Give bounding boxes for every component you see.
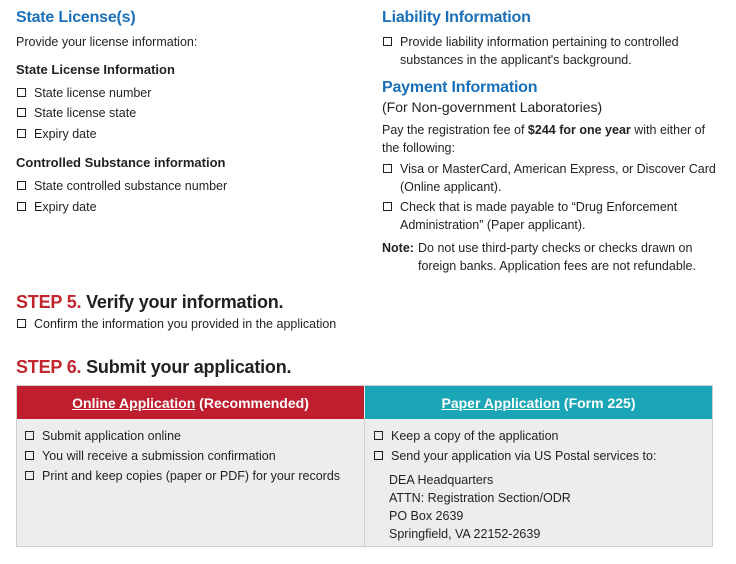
address-line: PO Box 2639 [389, 509, 464, 523]
mailing-address [389, 471, 571, 543]
checkbox-item[interactable] [24, 467, 340, 485]
checkbox-label: Expiry date [34, 127, 97, 141]
payment-title: Payment Information [382, 79, 538, 96]
fee-text: Pay the registration fee of $244 for one year with either of the following: [382, 123, 706, 155]
checkbox-label: You will receive a submission confirmation [42, 449, 276, 463]
checkbox-item[interactable] [16, 125, 97, 143]
controlled-substance-heading: Controlled Substance information [16, 155, 226, 170]
checkbox-icon[interactable] [383, 202, 392, 211]
address-line: ATTN: Registration Section/ODR [389, 491, 571, 505]
checkbox-item[interactable] [382, 198, 677, 234]
checkbox-icon[interactable] [374, 431, 383, 440]
checkbox-item[interactable] [16, 104, 136, 122]
liability-title: Liability Information [382, 9, 531, 26]
checkbox-icon[interactable] [17, 202, 26, 211]
checkbox-icon[interactable] [17, 319, 26, 328]
checkbox-item[interactable] [373, 447, 656, 465]
online-application-header: Online Application (Recommended) [17, 386, 364, 419]
checkbox-label: Visa or MasterCard, American Express, or Discover Card (Online applicant). [400, 162, 716, 194]
paper-application-header: Paper Application (Form 225) [365, 386, 712, 419]
note-label: Note: [382, 241, 414, 255]
note-text: Do not use third-party checks or checks drawn on foreign banks. Application fees are not refundable. [418, 241, 696, 273]
checkbox-icon[interactable] [17, 88, 26, 97]
step6-heading: STEP 6. Submit your application. [16, 357, 292, 377]
checkbox-icon[interactable] [25, 471, 34, 480]
checkbox-item[interactable] [382, 33, 679, 69]
checkbox-item[interactable] [16, 84, 151, 102]
checkbox-icon[interactable] [374, 451, 383, 460]
column-divider [364, 419, 365, 548]
checkbox-icon[interactable] [25, 431, 34, 440]
state-licenses-intro: Provide your license information: [16, 35, 198, 49]
checkbox-label: State license number [34, 86, 152, 100]
step5-heading: STEP 5. Verify your information. [16, 292, 284, 312]
checkbox-item[interactable] [24, 427, 181, 445]
checkbox-item[interactable] [24, 447, 276, 465]
checkbox-label: Print and keep copies (paper or PDF) for your records [42, 469, 341, 483]
online-application-link[interactable]: Online Application [72, 394, 196, 411]
checkbox-label: State license state [34, 106, 137, 120]
checkbox-label: Keep a copy of the application [391, 429, 559, 443]
address-line: DEA Headquarters [389, 473, 494, 487]
checkbox-label: State controlled substance number [34, 179, 228, 193]
checkbox-item[interactable] [382, 160, 716, 196]
checkbox-item[interactable] [373, 427, 558, 445]
checkbox-icon[interactable] [383, 164, 392, 173]
checkbox-icon[interactable] [25, 451, 34, 460]
payment-subtitle: (For Non-government Laboratories) [382, 99, 603, 115]
checkbox-icon[interactable] [17, 181, 26, 190]
checkbox-item[interactable] [16, 198, 97, 216]
checkbox-label: Confirm the information you provided in the application [34, 317, 337, 331]
checkbox-icon[interactable] [17, 129, 26, 138]
paper-application-link[interactable]: Paper Application [441, 394, 561, 411]
address-line: Springfield, VA 22152-2639 [389, 527, 541, 541]
submission-options-table [16, 385, 713, 547]
state-license-info-heading: State License Information [16, 62, 175, 77]
checkbox-label: Submit application online [42, 429, 181, 443]
checkbox-item[interactable] [16, 177, 227, 195]
checkbox-label: Send your application via US Postal services to: [391, 449, 657, 463]
checkbox-icon[interactable] [17, 108, 26, 117]
checkbox-label: Check that is made payable to “Drug Enforcement Administration” (Paper applicant). [400, 200, 678, 232]
checkbox-item[interactable] [16, 315, 336, 333]
checkbox-label: Provide liability information pertaining to controlled substances in the applicant's background. [400, 35, 679, 67]
checkbox-icon[interactable] [383, 37, 392, 46]
checkbox-label: Expiry date [34, 200, 97, 214]
state-licenses-title: State License(s) [16, 9, 136, 26]
